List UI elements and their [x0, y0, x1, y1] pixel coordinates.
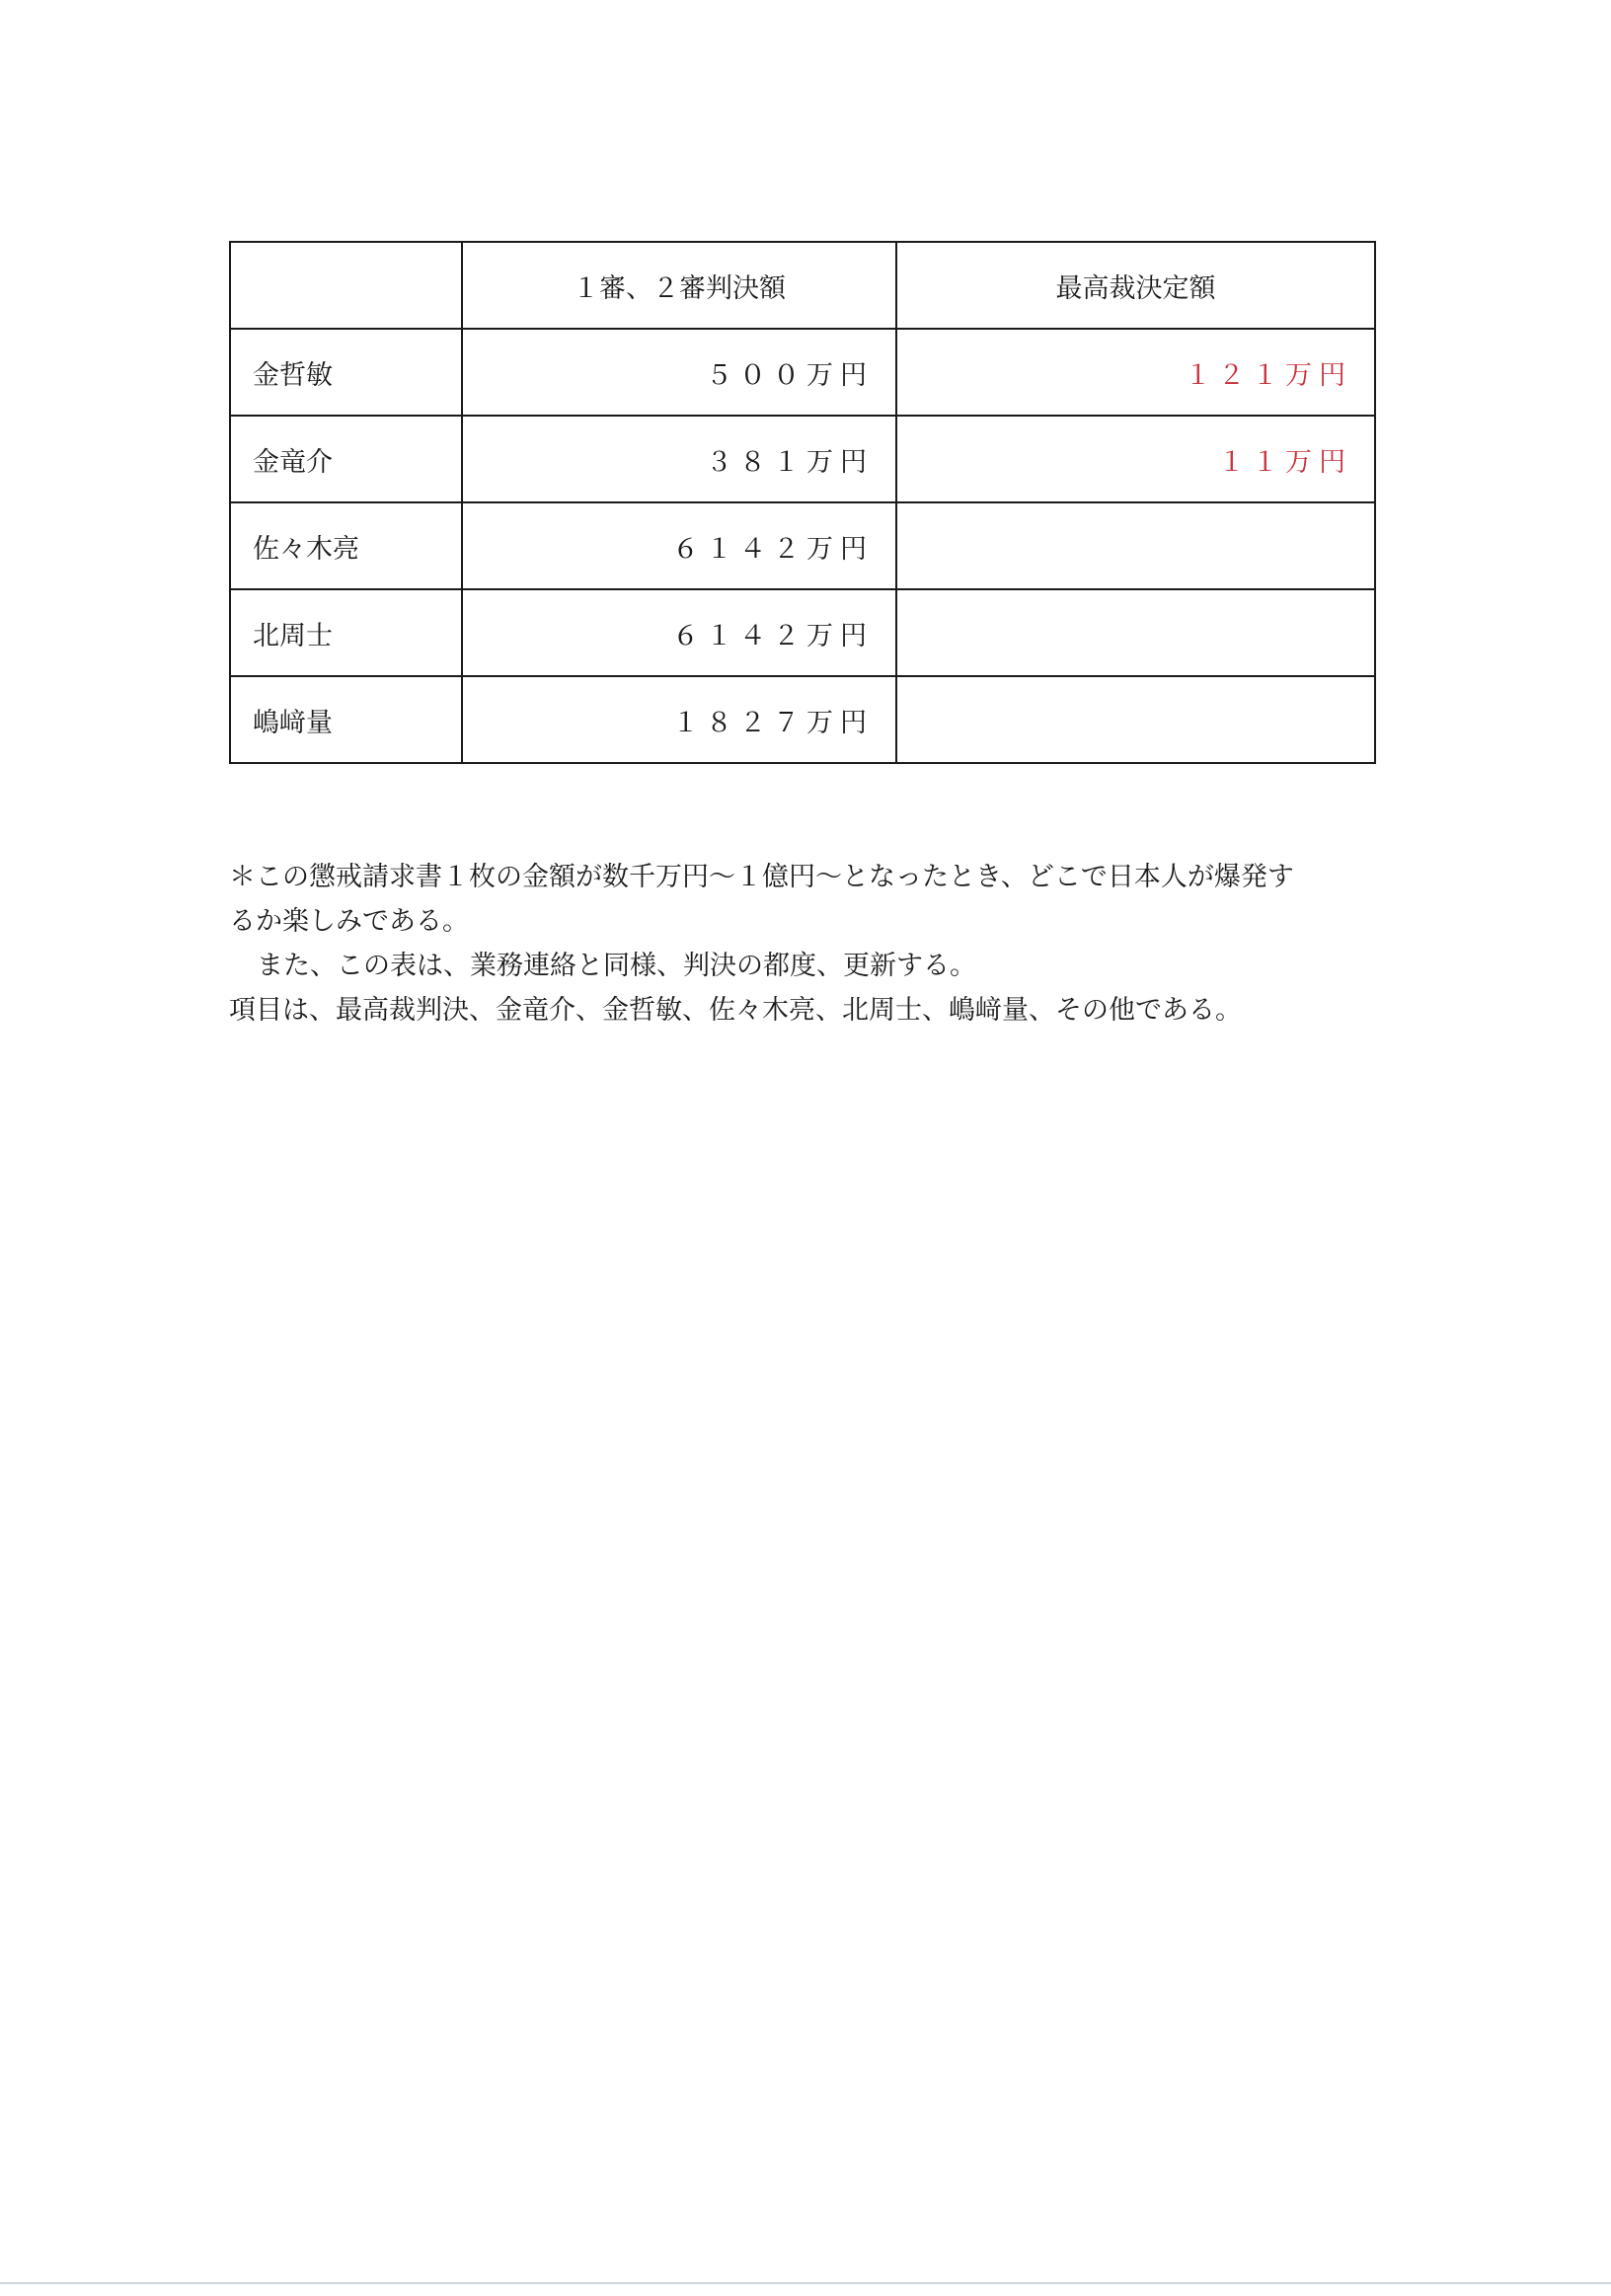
- note-line: るか楽しみである。: [229, 906, 469, 937]
- table-row: [230, 502, 1375, 589]
- row-supreme-amount: １１万円: [896, 416, 1375, 502]
- row-name: 北周士: [230, 589, 462, 676]
- table-header-row: [230, 242, 1375, 329]
- table-row: [230, 676, 1375, 763]
- row-name: 金竜介: [230, 416, 462, 502]
- header-lower-court-amount: １審、２審判決額: [462, 242, 896, 329]
- row-supreme-amount: [896, 589, 1375, 676]
- row-lower-amount: ５００万円: [462, 329, 896, 416]
- row-supreme-amount: [896, 676, 1375, 763]
- row-name: 嶋﨑量: [230, 676, 462, 763]
- note-line: 項目は、最高裁判決、金竜介、金哲敏、佐々木亮、北周士、嶋﨑量、その他である。: [229, 995, 1242, 1026]
- header-name: [230, 242, 462, 329]
- row-lower-amount: ３８１万円: [462, 416, 896, 502]
- notes-section: [229, 855, 1384, 1033]
- row-supreme-amount: １２１万円: [896, 329, 1375, 416]
- row-supreme-amount: [896, 502, 1375, 589]
- table-row: [230, 589, 1375, 676]
- row-name: 佐々木亮: [230, 502, 462, 589]
- note-line: ＊この懲戒請求書１枚の金額が数千万円～１億円～となったとき、どこで日本人が爆発す: [229, 862, 1294, 892]
- note-line: また、この表は、業務連絡と同様、判決の都度、更新する。: [257, 951, 976, 981]
- table-row: [230, 329, 1375, 416]
- scan-edge-line: [0, 2282, 1611, 2284]
- row-lower-amount: １８２７万円: [462, 676, 896, 763]
- header-supreme-court-amount: 最高裁決定額: [896, 242, 1375, 329]
- row-lower-amount: ６１４２万円: [462, 502, 896, 589]
- table-row: [230, 416, 1375, 502]
- row-lower-amount: ６１４２万円: [462, 589, 896, 676]
- row-name: 金哲敏: [230, 329, 462, 416]
- judgment-amount-table: [229, 241, 1376, 764]
